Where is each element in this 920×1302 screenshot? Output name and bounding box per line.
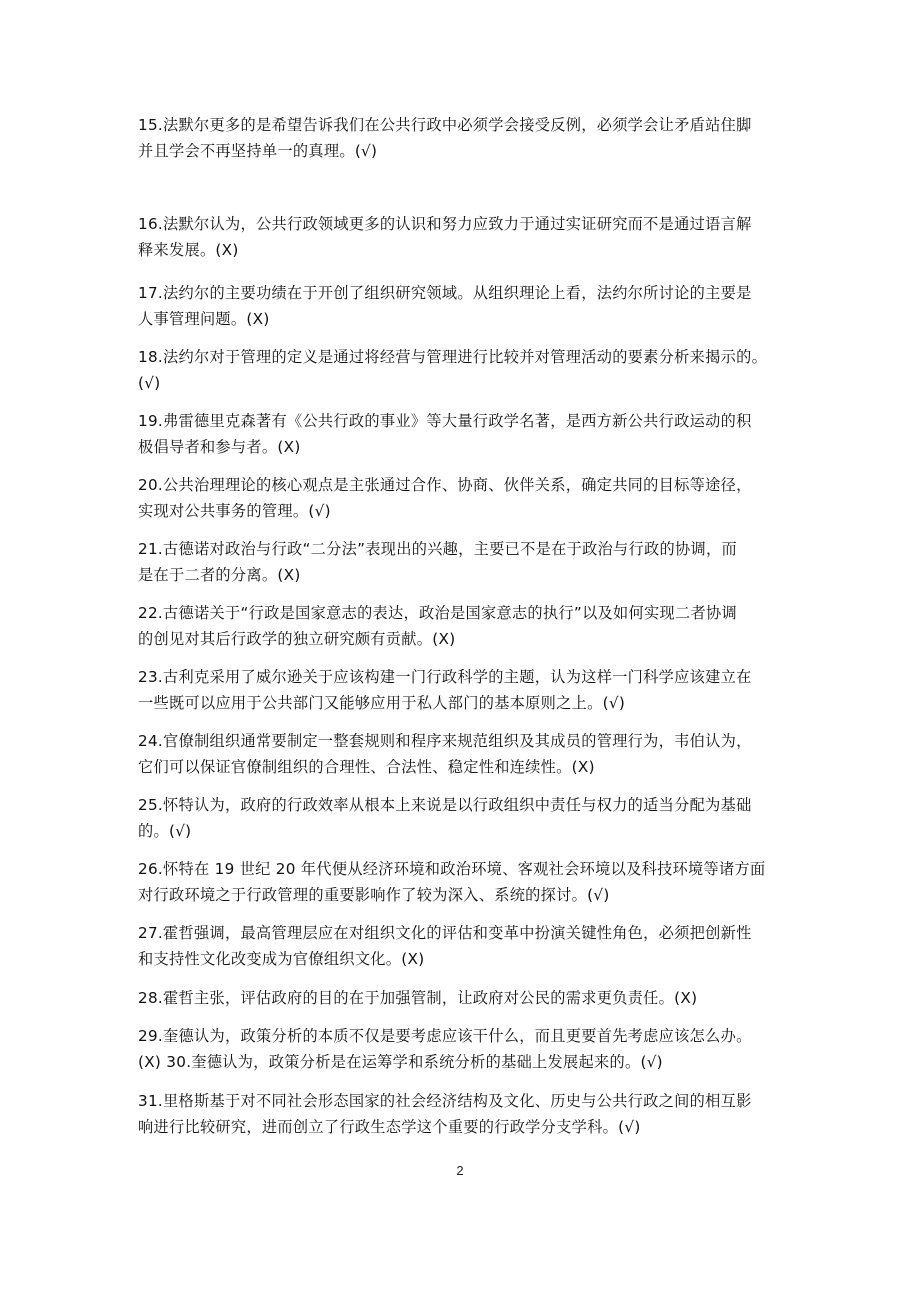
- statement-line: 并且学会不再坚持单一的真理。(√): [138, 142, 378, 160]
- statement-line: 21.古德诺对政治与行政“二分法”表现出的兴趣，主要已不是在于政治与行政的协调，而: [138, 540, 737, 558]
- statement-line: 的。(√): [138, 822, 192, 840]
- statement-line: 它们可以保证官僚制组织的合理性、合法性、稳定性和连续性。(X): [138, 758, 595, 776]
- statement-20: [138, 472, 788, 524]
- statement-line: 22.古德诺关于“行政是国家意志的表达，政治是国家意志的执行”以及如何实现二者协调: [138, 604, 737, 622]
- statement-line: (√): [138, 374, 161, 392]
- statement-line: 人事管理问题。(X): [138, 310, 270, 328]
- statement-17: [138, 280, 788, 332]
- statement-line: 28.霍哲主张，评估政府的目的在于加强管制，让政府对公民的需求更负责任。(X): [138, 989, 698, 1007]
- statement-line: 实现对公共事务的管理。(√): [138, 502, 331, 520]
- statement-31: [138, 1088, 788, 1140]
- statement-27: [138, 920, 788, 972]
- statement-28: [138, 985, 788, 1011]
- statement-line: 25.怀特认为，政府的行政效率从根本上来说是以行政组织中责任与权力的适当分配为基础: [138, 796, 752, 814]
- statement-18: [138, 344, 788, 396]
- statement-line: 一些既可以应用于公共部门又能够应用于私人部门的基本原则之上。(√): [138, 694, 626, 712]
- statement-line: 极倡导者和参与者。(X): [138, 438, 301, 456]
- statement-line: 15.法默尔更多的是希望告诉我们在公共行政中必须学会接受反例，必须学会让矛盾站住脚: [138, 116, 752, 134]
- statement-line: 18.法约尔对于管理的定义是通过将经营与管理进行比较并对管理活动的要素分析来揭示的。: [138, 348, 768, 366]
- statement-16: [138, 211, 788, 263]
- statement-line: 响进行比较研究，进而创立了行政生态学这个重要的行政学分支学科。(√): [138, 1118, 641, 1136]
- statement-line: 是在于二者的分离。(X): [138, 566, 301, 584]
- statement-25: [138, 792, 788, 844]
- statement-26: [138, 856, 788, 908]
- statement-line: 对行政环境之于行政管理的重要影响作了较为深入、系统的探讨。(√): [138, 886, 610, 904]
- statement-line: 27.霍哲强调，最高管理层应在对组织文化的评估和变革中扮演关键性角色，必须把创新性: [138, 924, 752, 942]
- statement-15: [138, 112, 788, 164]
- statement-29-30: [138, 1023, 788, 1075]
- statement-22: [138, 600, 788, 652]
- statement-line: 17.法约尔的主要功绩在于开创了组织研究领域。从组织理论上看，法约尔所讨论的主要是: [138, 284, 752, 302]
- statement-line: 29.奎德认为，政策分析的本质不仅是要考虑应该干什么，而且更要首先考虑应该怎么办。: [138, 1027, 752, 1045]
- statement-23: [138, 664, 788, 716]
- statement-line: 26.怀特在 19 世纪 20 年代便从经济环境和政治环境、客观社会环境以及科技环境等诸方面: [138, 860, 766, 878]
- statement-line: (X) 30.奎德认为，政策分析是在运筹学和系统分析的基础上发展起来的。(√): [138, 1053, 663, 1071]
- statement-line: 20.公共治理理论的核心观点是主张通过合作、协商、伙伴关系，确定共同的目标等途径，: [138, 476, 752, 494]
- statement-line: 19.弗雷德里克森著有《公共行政的事业》等大量行政学名著，是西方新公共行政运动的积: [138, 412, 752, 430]
- statement-21: [138, 536, 788, 588]
- statement-line: 释来发展。(X): [138, 241, 239, 259]
- page-number: 2: [456, 1163, 464, 1178]
- statement-line: 24.官僚制组织通常要制定一整套规则和程序来规范组织及其成员的管理行为，韦伯认为，: [138, 732, 752, 750]
- statement-19: [138, 408, 788, 460]
- statement-line: 23.古利克采用了威尔逊关于应该构建一门行政科学的主题，认为这样一门科学应该建立在: [138, 668, 752, 686]
- statement-line: 和支持性文化改变成为官僚组织文化。(X): [138, 950, 425, 968]
- statement-24: [138, 728, 788, 780]
- statement-line: 31.里格斯基于对不同社会形态国家的社会经济结构及文化、历史与公共行政之间的相互影: [138, 1092, 752, 1110]
- statement-line: 的创见对其后行政学的独立研究颇有贡献。(X): [138, 630, 456, 648]
- statement-line: 16.法默尔认为，公共行政领域更多的认识和努力应致力于通过实证研究而不是通过语言解: [138, 215, 752, 233]
